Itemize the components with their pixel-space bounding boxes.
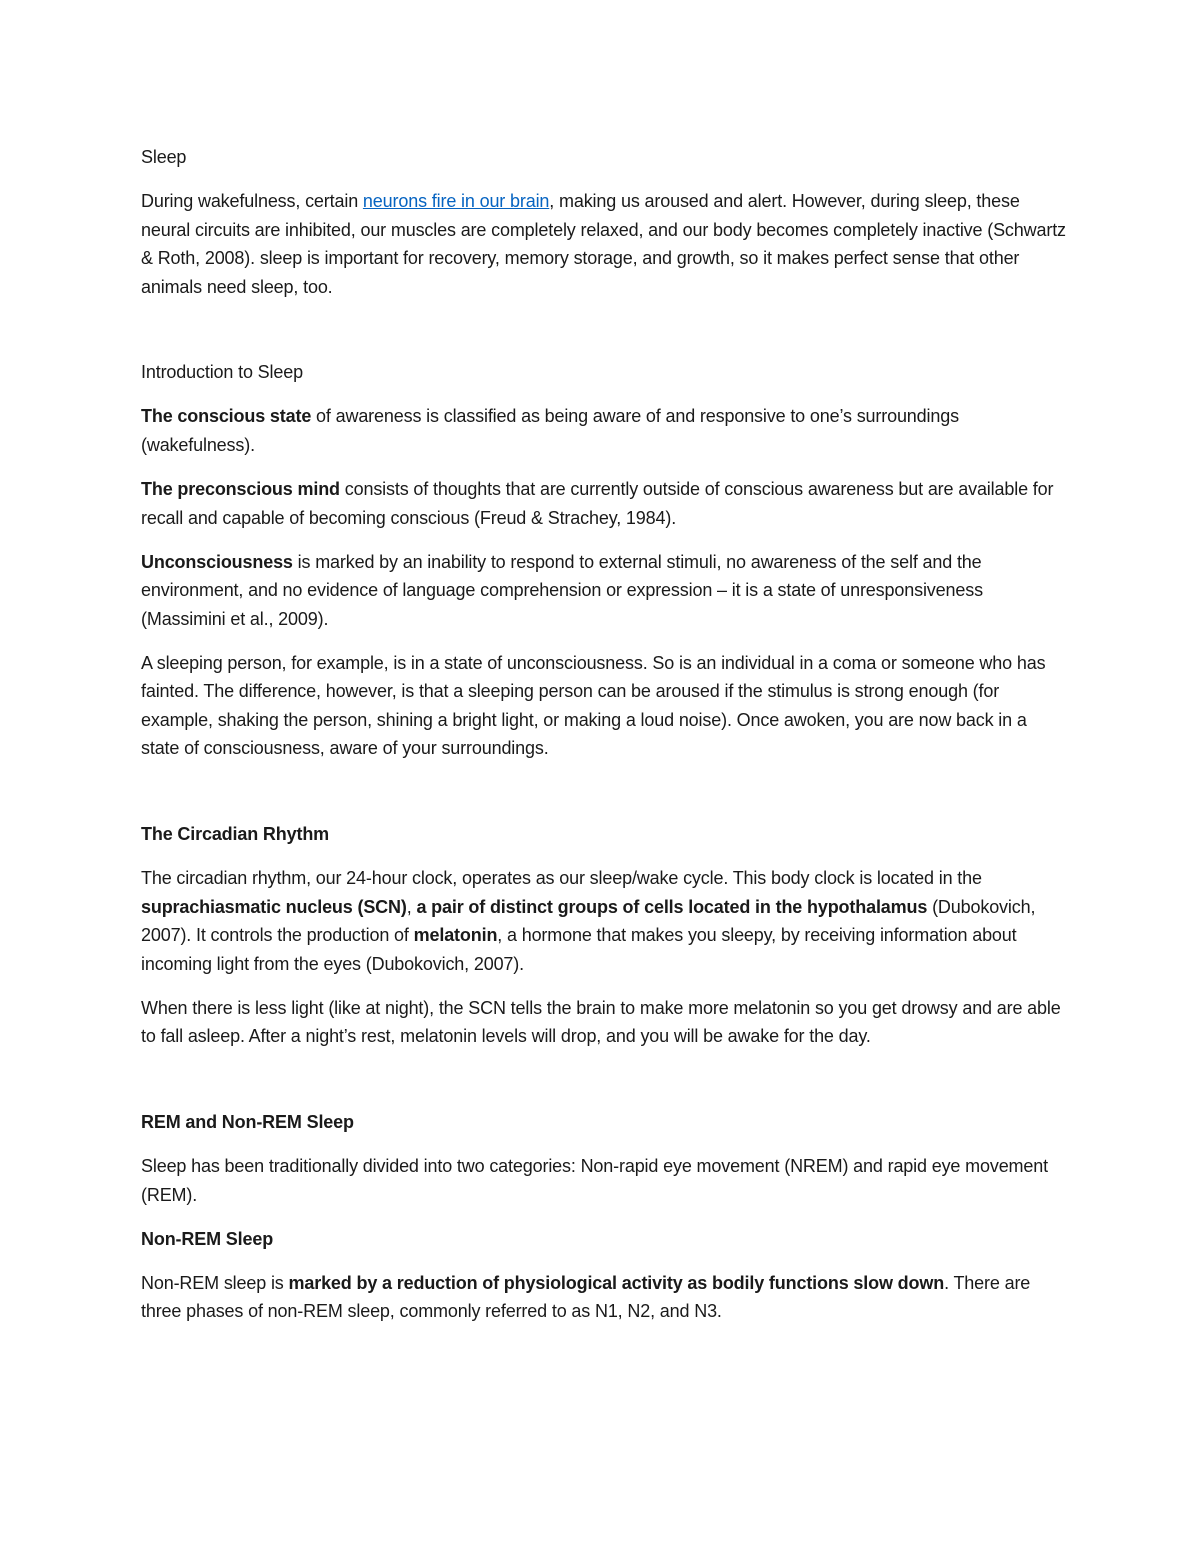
circadian-text-d: , a hormone that makes you sleepy, by receiving information about incoming light from the eyes (Dubokovich, 2007). — [141, 925, 1017, 974]
non-rem-text-a: Non-REM sleep is — [141, 1272, 289, 1293]
circadian-text-b: , — [406, 896, 417, 917]
intro-to-sleep-heading: Introduction to Sleep — [141, 362, 303, 383]
circadian-paragraph-2: When there is less light (like at night), the SCN tells the brain to make more melatonin so you get drowsy and are able to fall asleep. After a night’s rest, melatonin levels will drop, and you will be awake for the day. — [141, 997, 1061, 1047]
document-body — [141, 143, 1066, 1341]
rem-paragraph-1: Sleep has been traditionally divided into two categories: Non-rapid eye movement (NREM) and rapid eye movement (REM). — [141, 1155, 1048, 1205]
circadian-heading — [141, 820, 1066, 849]
document-title: Sleep — [141, 147, 187, 167]
non-rem-text-b: . There are three phases of non-REM sleep, commonly referred to as N1, N2, and N3. — [141, 1272, 1031, 1322]
circadian-text-a: The circadian rhythm, our 24-hour clock, operates as our sleep/wake cycle. This body clock is located in the — [141, 868, 982, 889]
unconscious-term: Unconsciousness — [141, 551, 293, 572]
preconscious-paragraph — [141, 475, 1066, 532]
rem-heading-text: REM and Non-REM Sleep — [141, 1111, 354, 1132]
conscious-paragraph — [141, 402, 1066, 459]
scn-definition: a pair of distinct groups of cells located in the hypothalamus — [416, 896, 928, 917]
preconscious-text: consists of thoughts that are currently outside of conscious awareness but are available for recall and capable of becoming conscious (Freud & Strachey, 1984). — [141, 478, 1054, 528]
circadian-heading-text: The Circadian Rhythm — [141, 824, 330, 845]
neurons-link[interactable]: neurons fire in our brain — [362, 190, 550, 211]
scn-term: suprachiasmatic nucleus (SCN) — [141, 896, 407, 917]
non-rem-subheading-text: Non-REM Sleep — [141, 1228, 274, 1249]
conscious-text: of awareness is classified as being aware of and responsive to one’s surroundings (wakefulness). — [141, 406, 959, 455]
circadian-paragraph-1 — [141, 864, 1066, 978]
intro-text-end: , making us aroused and alert. However, during sleep, these neural circuits are inhibited, our muscles are completely relaxed, and our body becomes completely inactive (Schwartz & Roth, 2008). sleep is important for recovery, memory storage, and growth, so it makes perfect sense that other animals need sleep, too. — [141, 190, 1066, 297]
circadian-text-c: (Dubokovich, 2007). It controls the production of — [141, 896, 1036, 946]
intro-text-start: During wakefulness, certain — [141, 190, 363, 211]
intro-paragraph — [141, 187, 1066, 301]
unconscious-text: is marked by an inability to respond to external stimuli, no awareness of the self and the environment, and no evidence of language comprehension or expression – it is a state of unresponsiveness (Massimini et al., 2009). — [141, 551, 983, 629]
sleeping-person-paragraph: A sleeping person, for example, is in a state of unconsciousness. So is an individual in a coma or someone who has fainted. The difference, however, is that a sleeping person can be aroused if the stimulus is strong enough (for example, shaking the person, shining a bright light, or making a loud noise). Once awoken, you are now back in a state of consciousness, aware of your surroundings. — [141, 652, 1046, 759]
non-rem-subheading — [141, 1225, 1066, 1254]
conscious-term: The conscious state — [141, 406, 312, 427]
non-rem-paragraph — [141, 1269, 1066, 1326]
non-rem-definition: marked by a reduction of physiological activity as bodily functions slow down — [288, 1272, 945, 1293]
preconscious-term: The preconscious mind — [141, 478, 340, 499]
unconscious-paragraph — [141, 548, 1066, 634]
melatonin-term: melatonin — [413, 925, 498, 946]
rem-heading — [141, 1108, 1066, 1137]
